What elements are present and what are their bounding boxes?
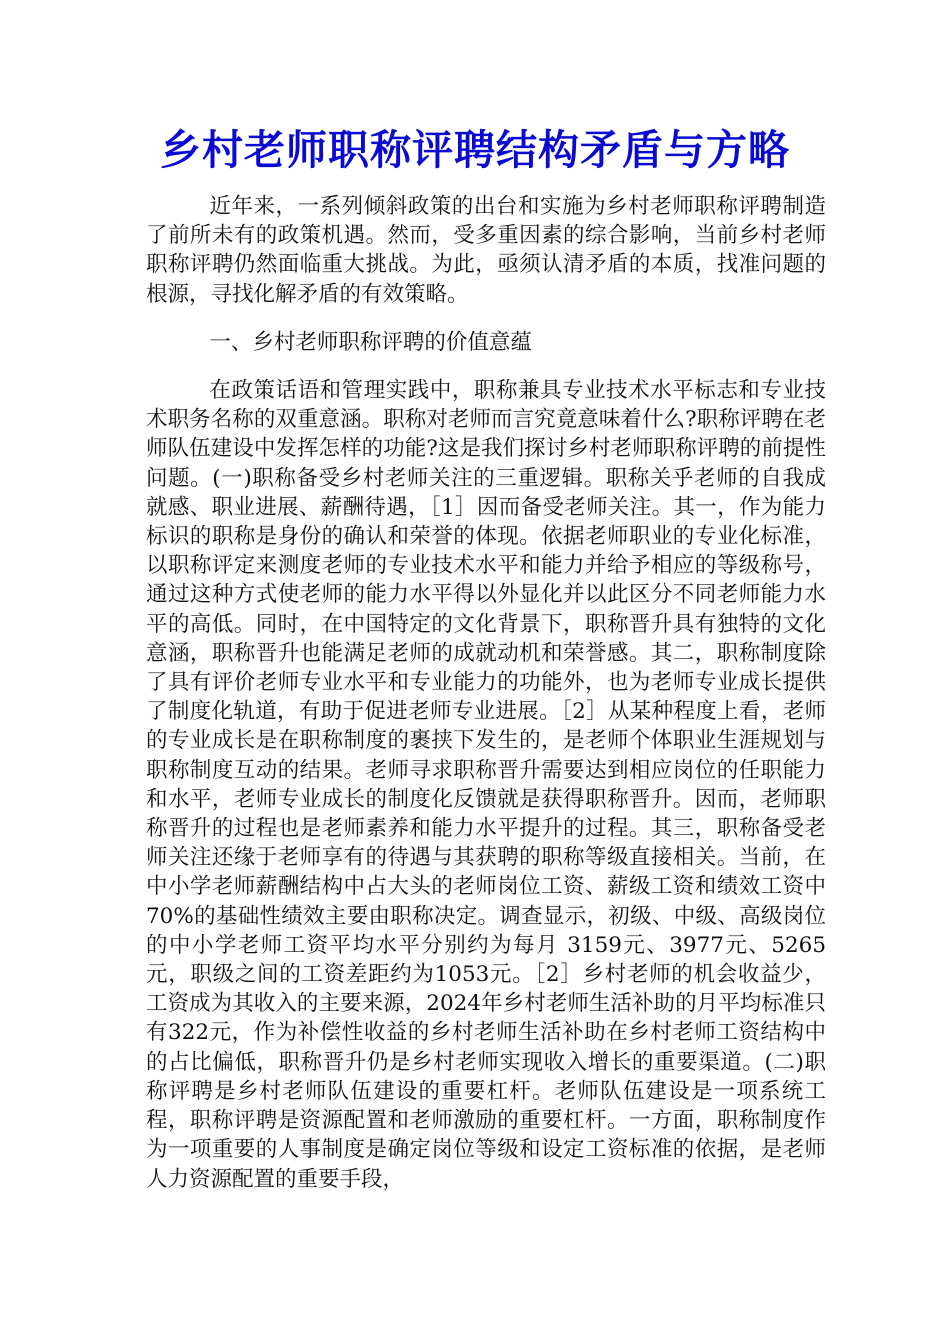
section-paragraph: 在政策话语和管理实践中，职称兼具专业技术水平标志和专业技术职务名称的双重意涵。职称对老师而言究竟意味着什么?职称评聘在老师队伍建设中发挥怎样的功能?这是我们探讨乡村老师职称评聘的前提性问题。(一)职称备受乡村老师关注的三重逻辑。职称关乎老师的自我成就感、职业进展、薪酬待遇，［1］因而备受老师关注。其一，作为能力标识的职称是身份的确认和荣誉的体现。依据老师职业的专业化标准，以职称评定来测度老师的专业技术水平和能力并给予相应的等级称号，通过这种方式使老师的能力水平得以外显化并以此区分不同老师能力水平的高低。同时，在中国特定的文化背景下，职称晋升具有独特的文化意涵，职称晋升也能满足老师的成就动机和荣誉感。其二，职称制度除了具有评价老师专业水平和专业能力的功能外，也为老师专业成长提供了制度化轨道，有助于促进老师专业进展。［2］从某种程度上看，老师的专业成长是在职称制度的裹挟下发生的，是老师个体职业生涯规划与职称制度互动的结果。老师寻求职称晋升需要达到相应岗位的任职能力和水平，老师专业成长的制度化反馈就是获得职称晋升。因而，老师职称晋升的过程也是老师素养和能力水平提升的过程。其三，职称备受老师关注还缘于老师享有的待遇与其获聘的职称等级直接相关。当前，在中小学老师薪酬结构中占大头的老师岗位工资、薪级工资和绩效工资中70%的基础性绩效主要由职称决定。调查显示，初级、中级、高级岗位的中小学老师工资平均水平分别约为每月 3159元、3977元、5265元，职级之间的工资差距约为1053元。［2］乡村老师的机会收益少，工资成为其收入的主要来源，2024年乡村老师生活补助的月平均标准只有322元，作为补偿性收益的乡村老师生活补助在乡村老师工资结构中的占比偏低，职称晋升仍是乡村老师实现收入增长的重要渠道。(二)职称评聘是乡村老师队伍建设的重要杠杆。老师队伍建设是一项系统工程，职称评聘是资源配置和老师激励的重要杠杆。一方面，职称制度作为一项重要的人事制度是确定岗位等级和设定工资标准的依据，是老师人力资源配置的重要手段，	[146, 378, 826, 1192]
document-body	[146, 192, 826, 1194]
intro-paragraph: 近年来，一系列倾斜政策的出台和实施为乡村老师职称评聘制造了前所未有的政策机遇。然而，受多重因素的综合影响，当前乡村老师职称评聘仍然面临重大挑战。为此，亟须认清矛盾的本质，找准问题的根源，寻找化解矛盾的有效策略。	[146, 194, 826, 307]
section-heading: 一、乡村老师职称评聘的价值意蕴	[209, 329, 532, 355]
document-title: 乡村老师职称评聘结构矛盾与方略	[160, 126, 790, 174]
